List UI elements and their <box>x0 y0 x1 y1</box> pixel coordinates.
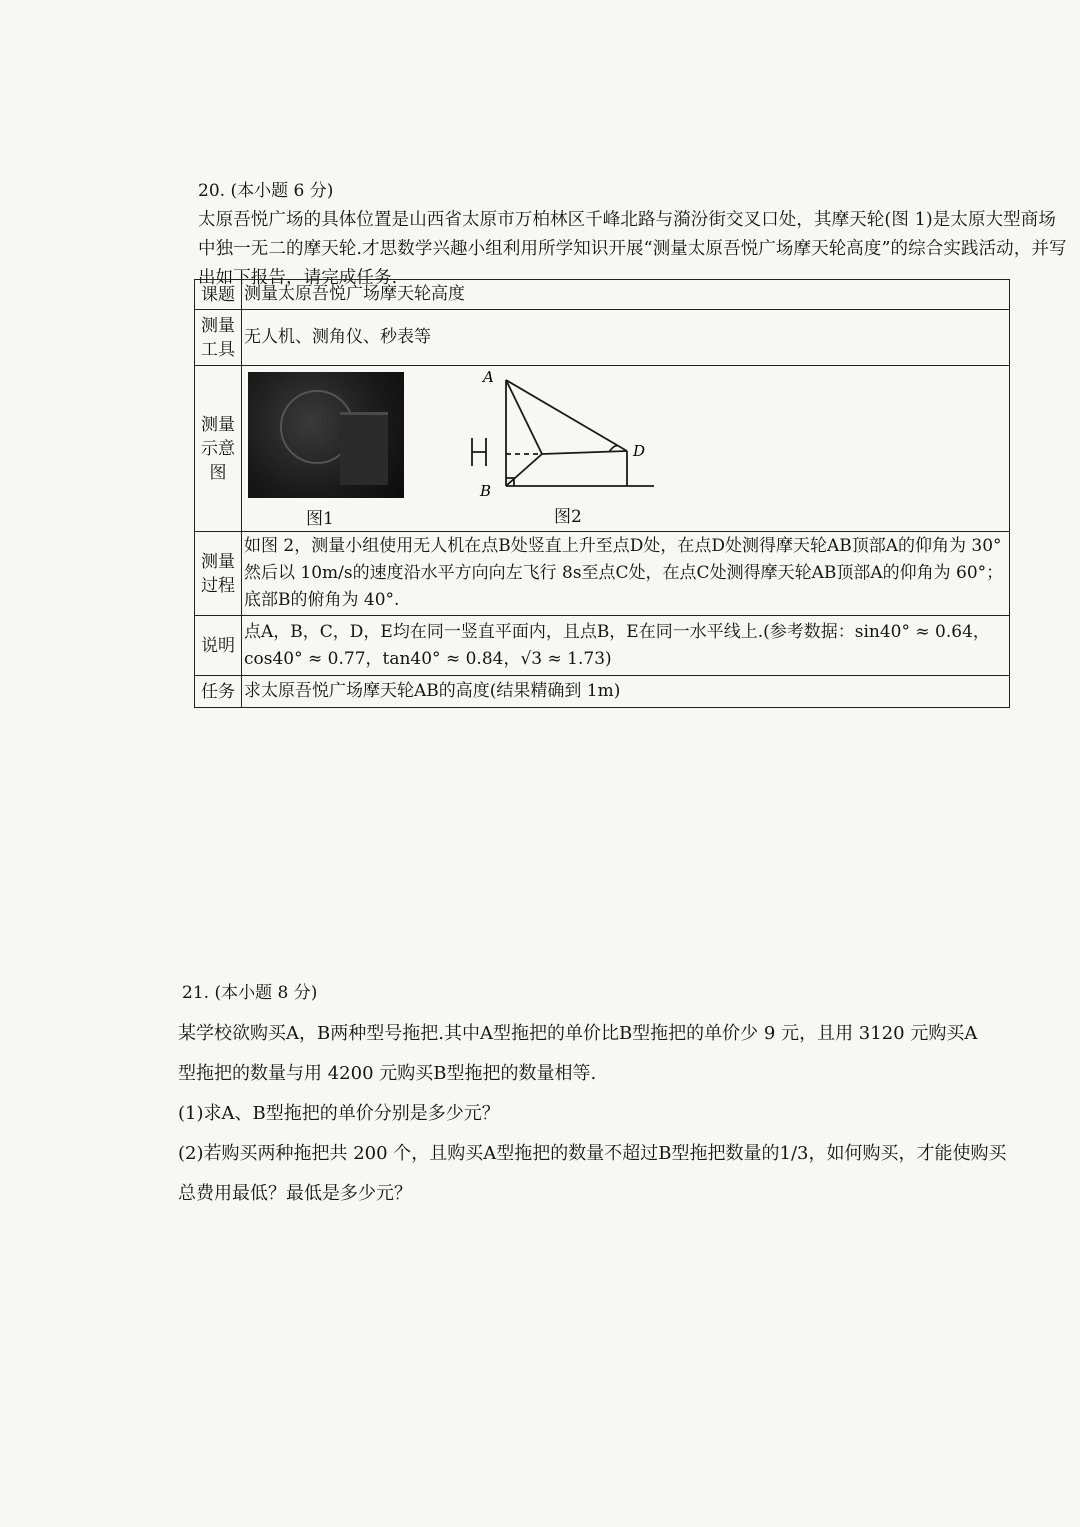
q20-header: 20. (本小题 6 分) <box>198 181 334 201</box>
q21-line2: 型拖把的数量与用 4200 元购买B型拖把的数量相等. <box>178 1063 597 1084</box>
row-task <box>195 676 1010 708</box>
q21-part2-b: ，如何购买，才能使购买 <box>808 1143 1007 1164</box>
fig1-caption: 图1 <box>306 508 334 529</box>
fig2-caption: 图2 <box>554 506 582 527</box>
point-d-label: D <box>633 441 646 460</box>
diagram-cell <box>242 366 1010 532</box>
row-topic <box>195 280 1010 310</box>
h-glyph <box>472 438 486 466</box>
tools-label: 测量工具 <box>195 310 242 366</box>
point-a-label: A <box>483 367 494 386</box>
building-icon <box>340 412 388 485</box>
diagram-label: 测量示意图 <box>195 366 242 532</box>
figure-2-diagram <box>464 368 664 504</box>
note-label: 说明 <box>195 616 242 676</box>
question-21 <box>178 978 1058 1214</box>
q21-part2-cont: 总费用最低？最低是多少元？ <box>178 1183 412 1204</box>
fraction-one-third: 1/3 <box>779 1143 809 1164</box>
process-value: 如图 2，测量小组使用无人机在点B处竖直上升至点D处，在点D处测得摩天轮AB顶部A的仰角为 30°然后以 10m/s的速度沿水平方向向左飞行 8s至点C处，在点C处测得摩天轮AB顶部A的仰角为 60°；底部B的俯角为 40°. <box>242 532 1010 616</box>
question-20 <box>198 176 1068 293</box>
ferris-wheel-photo <box>248 372 404 498</box>
q20-intro: 太原吾悦广场的具体位置是山西省太原市万柏林区千峰北路与漪汾街交叉口处，其摩天轮(图 1)是太原大型商场中独一无二的摩天轮.才思数学兴趣小组利用所学知识开展“测量太原吾悦广场摩天轮高度”的综合实践活动，并写出如下报告，请完成任务. <box>198 210 1067 288</box>
q21-part2 <box>178 1134 1058 1174</box>
row-process <box>195 532 1010 616</box>
row-tools <box>195 310 1010 366</box>
row-diagram <box>195 366 1010 532</box>
report-table <box>194 279 1010 708</box>
topic-value: 测量太原吾悦广场摩天轮高度 <box>242 280 1010 310</box>
tools-value: 无人机、测角仪、秒表等 <box>242 310 1010 366</box>
q21-line1: 某学校欲购买A，B两种型号拖把.其中A型拖把的单价比B型拖把的单价少 9 元，且用 3120 元购买A <box>178 1023 978 1044</box>
task-value: 求太原吾悦广场摩天轮AB的高度(结果精确到 1m) <box>242 676 1010 708</box>
topic-label: 课题 <box>195 280 242 310</box>
note-value: 点A，B，C，D，E均在同一竖直平面内，且点B，E在同一水平线上.(参考数据：sin40° ≈ 0.64，cos40° ≈ 0.77，tan40° ≈ 0.84，√3 ≈ 1.73) <box>242 616 1010 676</box>
row-note <box>195 616 1010 676</box>
q21-header: 21. (本小题 8 分) <box>182 983 318 1003</box>
task-label: 任务 <box>195 676 242 708</box>
q21-part1: (1)求A、B型拖把的单价分别是多少元？ <box>178 1103 500 1124</box>
segment-cd <box>542 451 627 454</box>
point-b-label: B <box>480 481 492 500</box>
process-label: 测量过程 <box>195 532 242 616</box>
q21-part2-a: (2)若购买两种拖把共 200 个，且购买A型拖把的数量不超过B型拖把数量的 <box>178 1143 780 1164</box>
segment-cb <box>506 454 542 486</box>
